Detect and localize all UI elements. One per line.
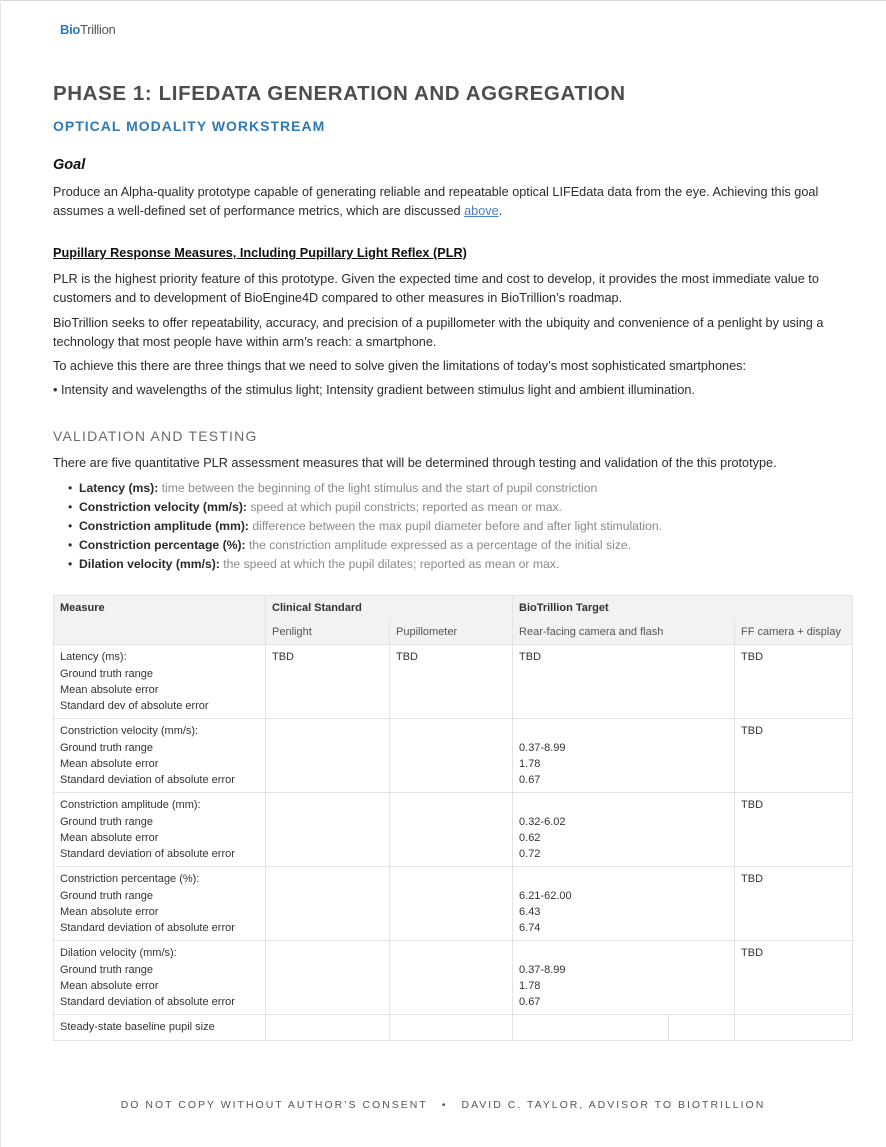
validation-intro: There are five quantitative PLR assessment measures that will be determined through testing and validation of the this prototype. (53, 456, 777, 470)
table-subheader-row (54, 620, 853, 645)
header-measure: Measure (54, 596, 266, 621)
above-link[interactable]: above (464, 204, 499, 218)
cell-ff: TBD (735, 645, 853, 719)
cell-ff: TBD (735, 793, 853, 867)
bullet-term: Constriction percentage (%): (79, 538, 246, 552)
subheader-penlight: Penlight (266, 620, 390, 645)
table-row (54, 867, 853, 941)
cell-penlight (266, 719, 390, 793)
goal-heading: Goal (53, 157, 86, 173)
bullet-desc: the speed at which the pupil dilates; reported as mean or max. (219, 557, 560, 571)
cell-ff: TBD (735, 719, 853, 793)
cell-rear: 0.37-8.99 1.78 0.67 (513, 941, 735, 1015)
cell-ff: TBD (735, 941, 853, 1015)
cell-pupillometer (390, 941, 513, 1015)
cell-measure: Constriction velocity (mm/s): Ground truth range Mean absolute error Standard deviation of absolute error (54, 719, 266, 793)
cell-pupillometer: TBD (390, 645, 513, 719)
list-item (68, 536, 662, 555)
goal-text-end: . (498, 204, 503, 218)
cell-penlight (266, 867, 390, 941)
cell-penlight (266, 941, 390, 1015)
biotrillion-logo (60, 22, 115, 37)
bullet-desc: time between the beginning of the light stimulus and the start of pupil constriction (158, 481, 598, 495)
footer-separator: • (441, 1099, 448, 1111)
page-title: PHASE 1: LIFEDATA GENERATION AND AGGREGATION (53, 82, 626, 105)
subheader-ff-camera: FF camera + display (735, 620, 853, 645)
cell-rear: TBD (513, 645, 735, 719)
bullet-term: Latency (ms) (79, 481, 155, 495)
cell-pupillometer (390, 867, 513, 941)
bullet-desc: the constriction amplitude expressed as a percentage of the initial size. (245, 538, 632, 552)
logo-trillion: Trillion (80, 22, 116, 37)
table-row (54, 1015, 853, 1041)
bullet-term: Constriction amplitude (mm): (79, 519, 249, 533)
bullet-desc: speed at which pupil constricts; reported as mean or max. (246, 500, 562, 514)
plr-paragraph-1: PLR is the highest priority feature of this prototype. Given the expected time and cost to develop, it provides the most immediate value to customers and to development of BioEngine4D compared to other measures in BioTrillion’s roadmap. (53, 272, 819, 305)
list-item (68, 498, 662, 517)
cell-measure: Constriction amplitude (mm): Ground truth range Mean absolute error Standard deviation of absolute error (54, 793, 266, 867)
page-footer (0, 1099, 886, 1111)
footer-left: DO NOT COPY WITHOUT AUTHOR’S CONSENT (120, 1099, 428, 1111)
cell-rear: 0.32-6.02 0.62 0.72 (513, 793, 735, 867)
cell-measure: Steady-state baseline pupil size (54, 1015, 266, 1041)
cell-measure: Latency (ms): Ground truth range Mean absolute error Standard dev of absolute error (54, 645, 266, 719)
cell-empty (266, 1015, 390, 1041)
header-clinical-standard: Clinical Standard (266, 596, 513, 621)
subheader-rear-camera: Rear-facing camera and flash (513, 620, 735, 645)
cell-pupillometer (390, 719, 513, 793)
cell-ff: TBD (735, 867, 853, 941)
bullet-sep: : (154, 481, 159, 495)
table-row (54, 719, 853, 793)
footer-right: DAVID C. TAYLOR, ADVISOR TO BIOTRILLION (461, 1099, 766, 1111)
cell-measure: Dilation velocity (mm/s): Ground truth range Mean absolute error Standard deviation of absolute error (54, 941, 266, 1015)
table-row (54, 941, 853, 1015)
logo-bio: Bio (60, 22, 81, 37)
bullet-term: Dilation velocity (mm/s): (79, 557, 220, 571)
subheader-pupillometer: Pupillometer (390, 620, 513, 645)
table-row (54, 645, 853, 719)
section-subtitle: OPTICAL MODALITY WORKSTREAM (53, 118, 326, 134)
header-biotrillion-target: BioTrillion Target (513, 596, 853, 621)
page-top-border (0, 0, 886, 1)
subheader-empty (54, 620, 266, 645)
list-item (68, 555, 662, 574)
plr-paragraph-4: • Intensity and wavelengths of the stimulus light; Intensity gradient between stimulus light and ambient illumination. (53, 383, 695, 397)
cell-penlight (266, 793, 390, 867)
cell-rear: 6.21-62.00 6.43 6.74 (513, 867, 735, 941)
cell-penlight: TBD (266, 645, 390, 719)
cell-pupillometer (390, 793, 513, 867)
cell-measure: Constriction percentage (%): Ground truth range Mean absolute error Standard deviation of absolute error (54, 867, 266, 941)
validation-heading: VALIDATION AND TESTING (53, 428, 258, 444)
measures-list (68, 479, 662, 574)
bullet-term: Constriction velocity (mm/s): (79, 500, 247, 514)
cell-empty (513, 1015, 735, 1041)
goal-paragraph (53, 183, 853, 221)
list-item (68, 479, 662, 498)
cell-rear: 0.37-8.99 1.78 0.67 (513, 719, 735, 793)
table-header-row (54, 596, 853, 621)
plr-paragraph-3: To achieve this there are three things that we need to solve given the limitations of today’s most sophisticated smartphones: (53, 359, 747, 373)
goal-text: Produce an Alpha-quality prototype capable of generating reliable and repeatable optical LIFEdata data from the eye. Achieving this goal assumes a well-defined set of performance metrics, which are discussed (53, 185, 819, 218)
page-left-border (0, 0, 1, 1147)
table-row (54, 793, 853, 867)
cell-empty (390, 1015, 513, 1041)
measures-table (53, 595, 853, 1041)
cell-empty (735, 1015, 853, 1041)
list-item (68, 517, 662, 536)
plr-heading: Pupillary Response Measures, Including Pupillary Light Reflex (PLR) (53, 246, 467, 260)
plr-paragraph-2: BioTrillion seeks to offer repeatability, accuracy, and precision of a pupillometer with the ubiquity and convenience of a penlight by using a technology that most people have within arm’s reach: a smartphone. (53, 316, 824, 349)
bullet-desc: difference between the max pupil diameter before and after light stimulation. (248, 519, 662, 533)
